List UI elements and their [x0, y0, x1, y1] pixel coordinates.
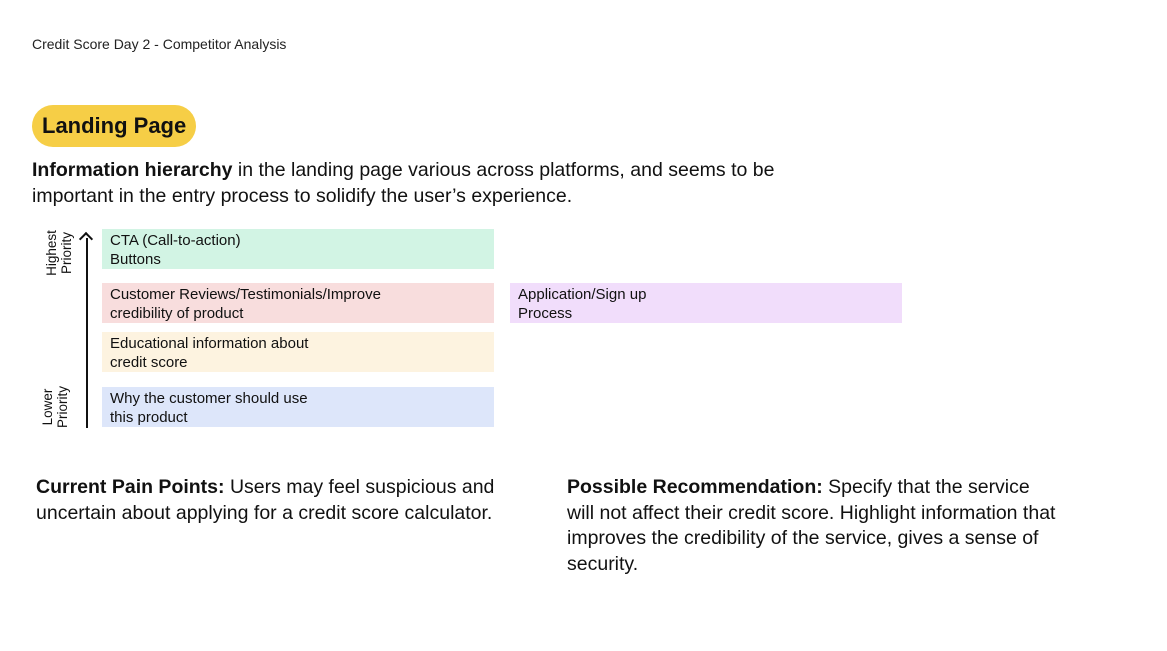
recommendation-bold: Possible Recommendation: — [567, 476, 823, 498]
hierarchy-box-line2: Process — [518, 305, 573, 322]
hierarchy-box-reviews — [102, 283, 494, 323]
section-label-pill — [32, 105, 196, 147]
hierarchy-box-line1: Customer Reviews/Testimonials/Improve — [110, 286, 381, 303]
hierarchy-box-cta — [102, 229, 494, 269]
pain-points-bold: Current Pain Points: — [36, 476, 225, 498]
axis-top-label — [44, 228, 74, 278]
section-label: Landing Page — [42, 113, 187, 138]
page-header-title: Credit Score Day 2 - Competitor Analysis — [32, 36, 287, 52]
hierarchy-box-educational — [102, 332, 494, 372]
hierarchy-box-line2: this product — [110, 409, 188, 426]
pain-points-paragraph — [36, 475, 506, 526]
hierarchy-box-line1: CTA (Call-to-action) — [110, 232, 241, 249]
priority-axis-line — [86, 238, 88, 428]
hierarchy-box-line1: Educational information about — [110, 335, 309, 352]
hierarchy-box-line2: credit score — [110, 354, 188, 371]
intro-bold: Information hierarchy — [32, 159, 233, 181]
pain-points-text: Users may feel suspicious and uncertain about applying for a credit score calculator. — [36, 476, 495, 524]
recommendation-text: Specify that the service will not affect their credit score. Highlight information that improves the credibility of the service, gives a sense of security. — [567, 476, 1056, 575]
axis-top-label-line2: Priority — [59, 232, 74, 275]
intro-paragraph — [32, 157, 822, 209]
hierarchy-box-line1: Application/Sign up — [518, 286, 647, 303]
arrow-up-icon — [79, 232, 93, 246]
hierarchy-box-why-use — [102, 387, 494, 427]
hierarchy-box-line1: Why the customer should use — [110, 390, 308, 407]
axis-bottom-label-line1: Lower — [40, 388, 55, 426]
axis-bottom-label-line2: Priority — [55, 386, 70, 429]
hierarchy-box-signup — [510, 283, 902, 323]
recommendation-paragraph — [567, 475, 1057, 577]
axis-bottom-label — [40, 384, 70, 430]
hierarchy-box-line2: Buttons — [110, 251, 161, 268]
axis-top-label-line1: Highest — [44, 230, 59, 276]
intro-text: in the landing page various across platforms, and seems to be important in the entry process to solidify the user’s experience. — [32, 159, 775, 207]
hierarchy-box-line2: credibility of product — [110, 305, 244, 322]
